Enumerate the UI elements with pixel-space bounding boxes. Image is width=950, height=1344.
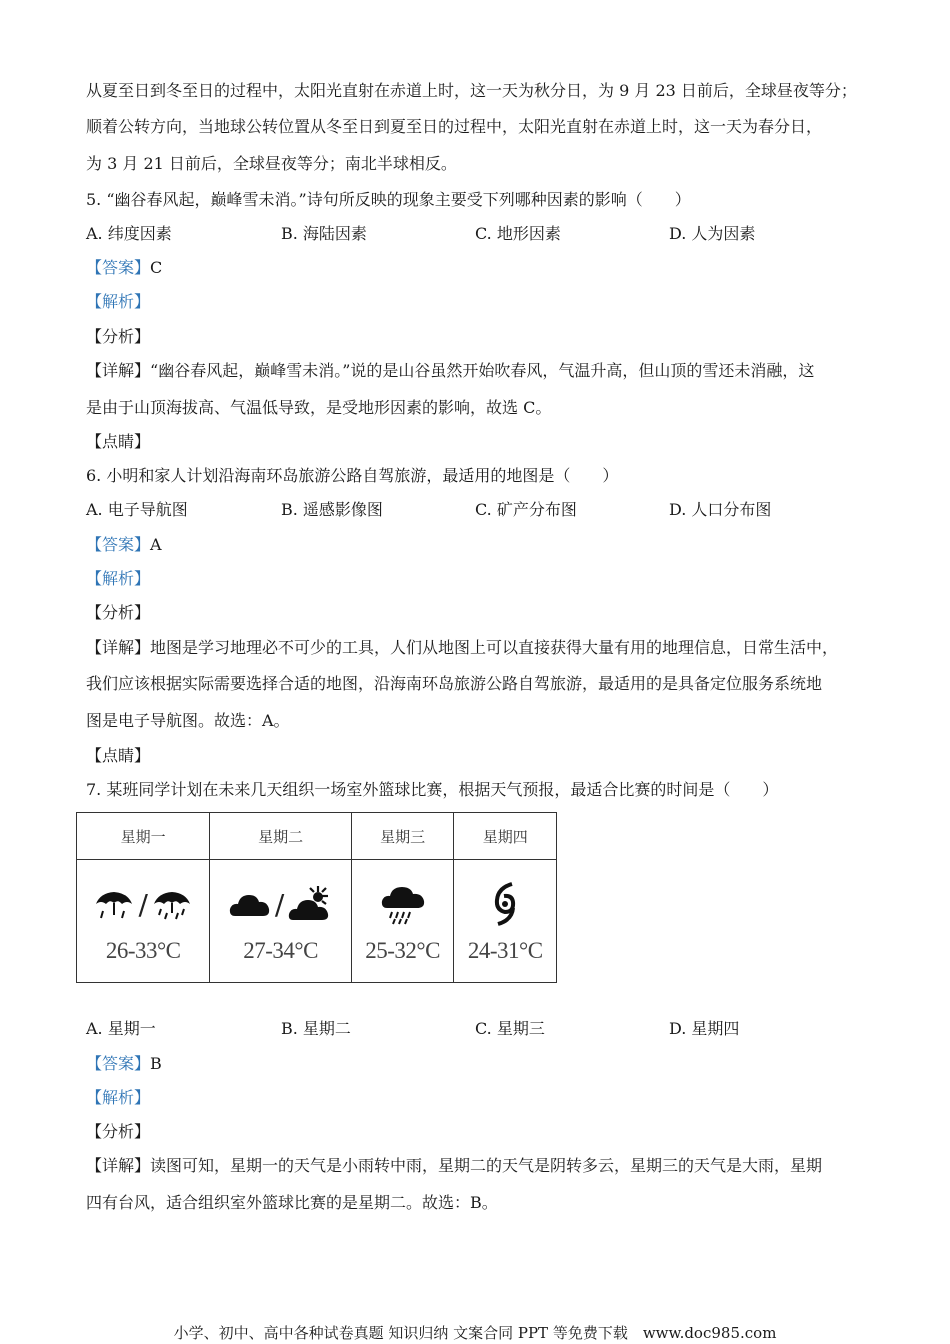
weather-cell-mon [77,860,210,983]
q5-fenxi: 【分析】 [86,327,151,346]
q5-option-b: B. 海陆因素 [281,224,367,243]
q6-detail-1 [86,637,838,659]
q5-dianjing: 【点睛】 [86,432,151,451]
light-rain-icon [94,884,134,924]
q5-question: 5. “幽谷春风起，巅峰雪未消。”诗句所反映的现象主要受下列哪种因素的影响（ ） [86,190,691,209]
q7-answer-tag: 【答案】 [86,1054,151,1073]
q5-detail-1 [86,360,814,382]
q7-option-a: A. 星期一 [86,1019,156,1038]
q5-answer-tag: 【答案】 [86,258,151,277]
day-header-wed: 星期三 [351,813,454,860]
intro-line-3: 为 3 月 21 日前后，全球昼夜等分；南北半球相反。 [86,154,457,173]
typhoon-icon [490,882,520,926]
heavy-rain-icon [380,882,426,926]
q7-answer-value: B [150,1054,162,1073]
temp-range-tue: 27-34°C [243,938,318,963]
q5-option-c: C. 地形因素 [475,224,561,243]
q6-detail-tag: 【详解】 [86,638,151,657]
q6-detail-3: 图是电子导航图。故选：A。 [86,711,290,730]
moderate-rain-icon [152,884,192,924]
q5-detail-2: 是由于山顶海拔高、气温低导致，是受地形因素的影响，故选 C。 [86,398,552,417]
q6-analysis-tag: 【解析】 [86,569,151,588]
q7-detail-text-1: 读图可知，星期一的天气是小雨转中雨，星期二的天气是阴转多云，星期三的天气是大雨，星期 [150,1156,823,1175]
temp-range-mon: 26-33°C [105,938,181,963]
q5-analysis-tag: 【解析】 [86,292,151,311]
weather-cell-wed [351,860,454,983]
q6-fenxi: 【分析】 [86,603,151,622]
q6-detail-2: 我们应该根据实际需要选择合适的地图，沿海南环岛旅游公路自驾旅游，最适用的是具备定位服务系统地 [86,674,823,693]
q7-option-b: B. 星期二 [281,1019,351,1038]
q6-answer [86,534,162,556]
q7-detail-1 [86,1155,822,1177]
weather-change-slash-mon: / [138,887,148,921]
q6-detail-text-1: 地图是学习地理必不可少的工具，人们从地图上可以直接获得大量有用的地理信息，日常生活中， [150,638,839,657]
overcast-icon [229,888,271,920]
q7-answer [86,1053,162,1075]
weather-cell-tue [210,860,351,983]
day-header-thu: 星期四 [454,813,557,860]
day-header-mon: 星期一 [77,813,210,860]
q7-fenxi: 【分析】 [86,1122,151,1141]
q6-answer-tag: 【答案】 [86,535,151,554]
q7-detail-tag: 【详解】 [86,1156,151,1175]
weather-forecast-table [76,812,557,983]
q5-detail-tag: 【详解】 [86,361,151,380]
intro-line-1: 从夏至日到冬至日的过程中，太阳光直射在赤道上时，这一天为秋分日，为 9 月 23 日前后，全球昼夜等分； [86,81,857,100]
q5-option-d: D. 人为因素 [669,224,756,243]
q7-detail-2: 四有台风，适合组织室外篮球比赛的是星期二。故选：B。 [86,1193,498,1212]
temp-range-thu: 24-31°C [467,938,543,963]
q6-option-b: B. 遥感影像图 [281,500,383,519]
footer-download-text: 小学、初中、高中各种试卷真题 知识归纳 文案合同 PPT 等免费下载 www.doc985.com [173,1324,777,1342]
q7-option-d: D. 星期四 [669,1019,740,1038]
intro-line-2: 顺着公转方向，当地球公转位置从冬至日到夏至日的过程中，太阳光直射在赤道上时，这一天为春分日， [86,117,823,136]
day-header-tue: 星期二 [210,813,351,860]
weather-cell-thu [454,860,557,983]
q7-analysis-tag: 【解析】 [86,1088,151,1107]
q6-dianjing: 【点睛】 [86,746,151,765]
weather-change-slash-tue: / [274,887,285,921]
q7-option-c: C. 星期三 [475,1019,545,1038]
q6-option-a: A. 电子导航图 [86,500,188,519]
q5-option-a: A. 纬度因素 [86,224,172,243]
temp-range-wed: 25-32°C [365,938,440,963]
q6-option-c: C. 矿产分布图 [475,500,577,519]
weather-table-body-row [77,860,557,983]
weather-table-header-row [77,813,557,860]
q6-question: 6. 小明和家人计划沿海南环岛旅游公路自驾旅游，最适用的地图是（ ） [86,466,619,485]
q6-answer-value: A [150,535,162,554]
q6-option-d: D. 人口分布图 [669,500,772,519]
partly-cloudy-icon [288,884,332,924]
q5-answer [86,257,162,279]
q5-answer-value: C [150,258,163,277]
q5-detail-text-1: “幽谷春风起，巅峰雪未消。”说的是山谷虽然开始吹春风，气温升高，但山顶的雪还未消融，这 [150,361,815,380]
q7-question: 7. 某班同学计划在未来几天组织一场室外篮球比赛，根据天气预报，最适合比赛的时间是（ ） [86,780,779,799]
